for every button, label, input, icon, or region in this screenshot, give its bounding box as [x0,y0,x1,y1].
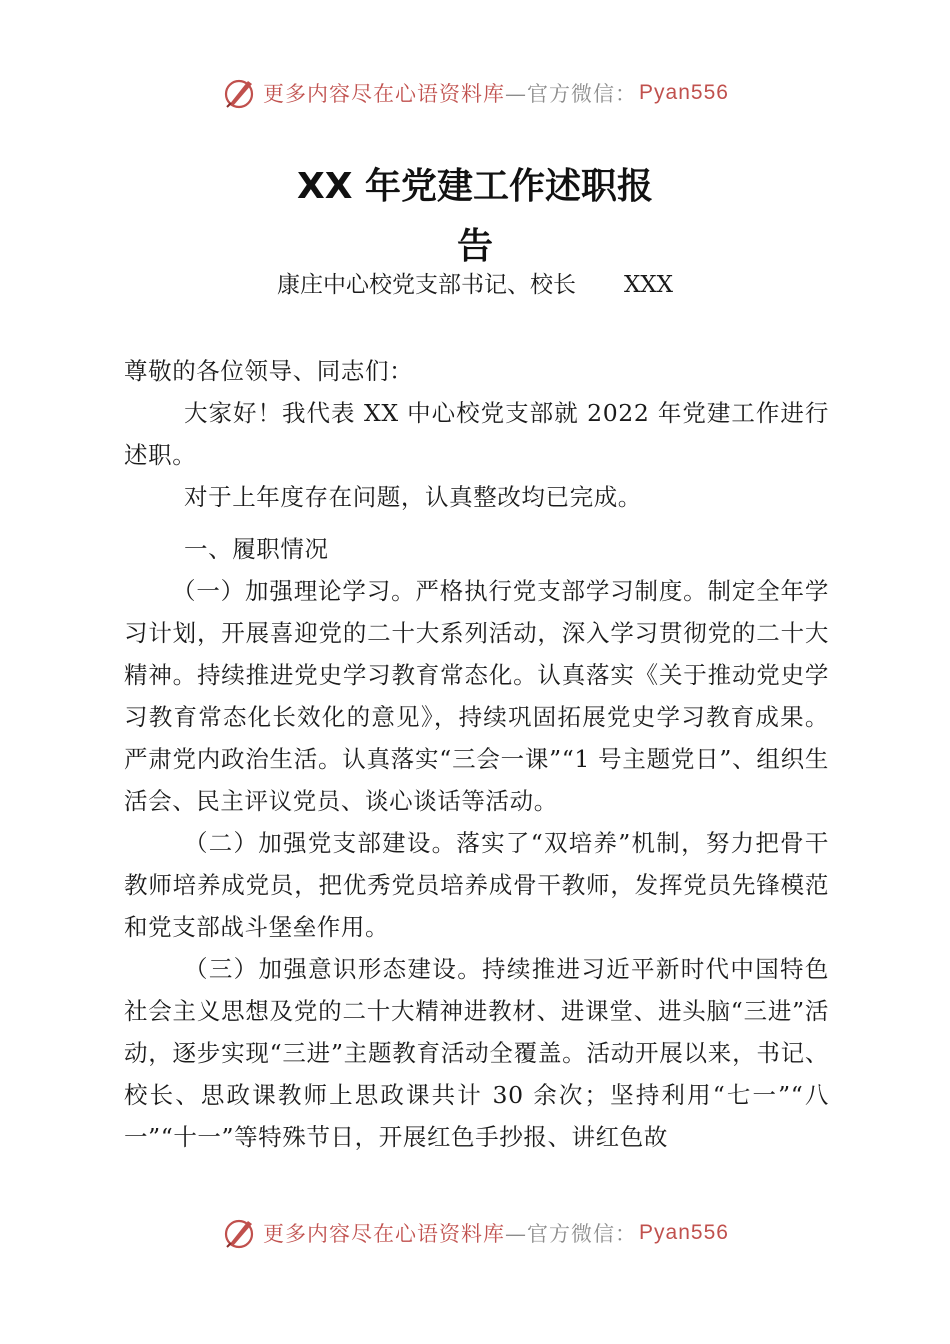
watermark-red-text: 更多内容尽在心语资料库 [263,1222,506,1246]
paragraph-theory-study: （一）加强理论学习。严格执行党支部学习制度。制定全年学习计划，开展喜迎党的二十大系列活动，深入学习贯彻党的二十大精神。持续推进党史学习教育常态化。认真落实《关于推动党史学习教育常态化长效化的意见》，持续巩固拓展党史学习教育成果。严肃党内政治生活。认真落实“三会一课”“1 号主题党日”、组织生活会、民主评议党员、谈心谈话等活动。 [124,577,829,815]
watermark-red-text: 更多内容尽在心语资料库 [263,82,506,106]
section-heading-duties: 一、履职情况 [184,535,329,563]
paragraph-rectification: 对于上年度存在问题，认真整改均已完成。 [184,483,642,511]
watermark-footer [0,1213,950,1253]
author-position: 康庄中心校党支部书记、校长 [276,272,576,298]
document-body [124,350,829,1158]
watermark-gray-text: —官方微信： [505,82,638,106]
watermark-wechat-id: Pyan556 [639,81,729,104]
quill-logo-icon [221,1215,257,1251]
author-name: XXX [623,272,674,298]
document-title-line1: XX 年党建工作述职报 [296,166,654,207]
author-line [0,266,950,299]
watermark-header [0,73,950,113]
salutation: 尊敬的各位领导、同志们： [124,357,414,385]
paragraph-intro: 大家好！我代表 XX 中心校党支部就 2022 年党建工作进行述职。 [124,399,829,469]
watermark-gray-text: —官方微信： [505,1222,638,1246]
paragraph-ideology: （三）加强意识形态建设。持续推进习近平新时代中国特色社会主义思想及党的二十大精神进教材、进课堂、进头脑“三进”活动，逐步实现“三进”主题教育活动全覆盖。活动开展以来，书记、校长、思政课教师上思政课共计 30 余次；坚持利用“七一”“八一”“十一”等特殊节日，开展红色手抄报、讲红色故 [124,955,829,1151]
quill-logo-icon [221,75,257,111]
paragraph-branch-building: （二）加强党支部建设。落实了“双培养”机制，努力把骨干教师培养成党员，把优秀党员培养成骨干教师，发挥党员先锋模范和党支部战斗堡垒作用。 [124,829,829,941]
watermark-wechat-id: Pyan556 [639,1221,729,1244]
document-title-line2: 告 [456,226,493,267]
